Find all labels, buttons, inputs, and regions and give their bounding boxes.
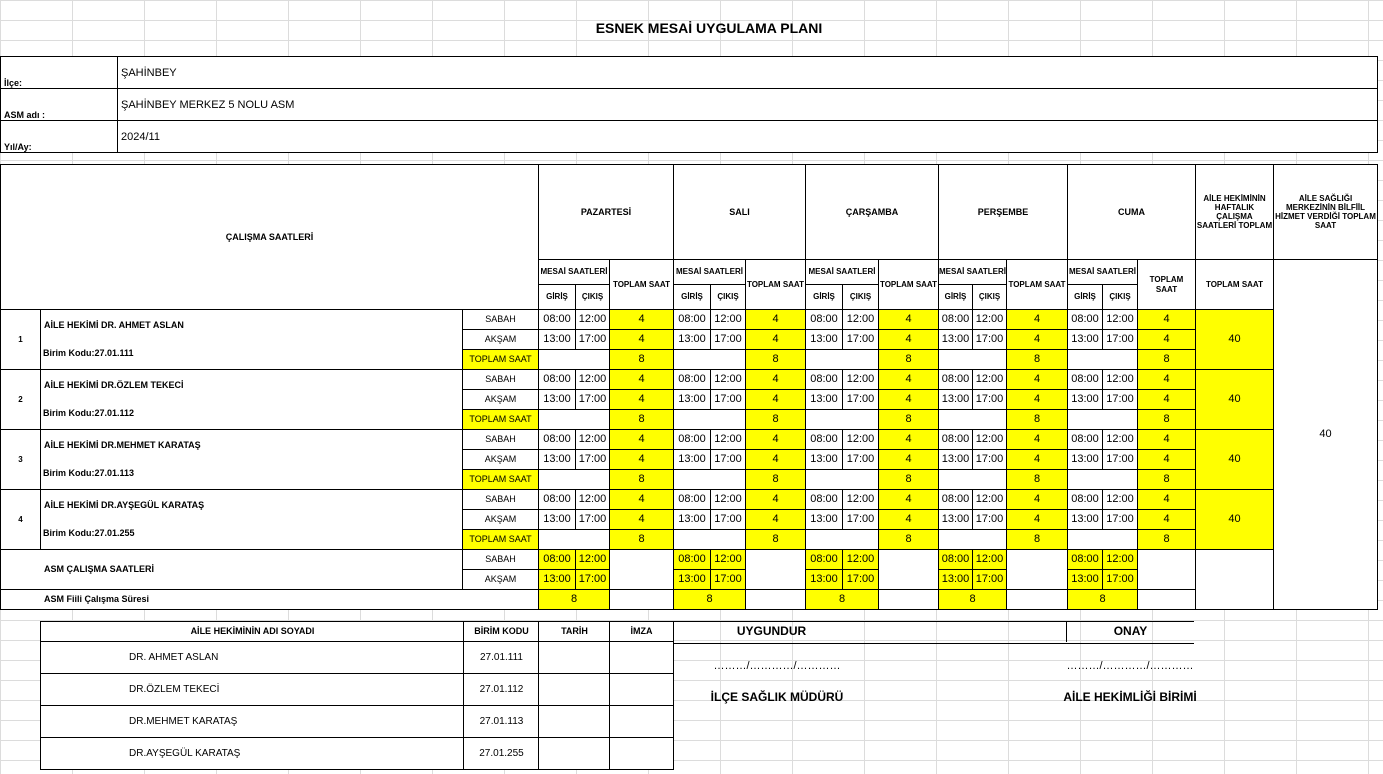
empty-cell[interactable] xyxy=(673,409,746,430)
asm-total-header[interactable]: AİLE SAĞLIĞI MERKEZİNİN BİLFİİL HİZMET VERDİĞİ TOPLAM SAAT xyxy=(1273,164,1378,260)
empty-cell[interactable] xyxy=(938,469,1007,490)
empty-cell[interactable] xyxy=(1067,349,1138,370)
sabah-total[interactable]: 4 xyxy=(609,309,674,330)
asm-fiili-label[interactable]: ASM Fiili Çalışma Süresi xyxy=(0,589,539,610)
signature-date-cell[interactable] xyxy=(538,641,611,674)
sabah-giris[interactable]: 08:00 xyxy=(538,369,576,390)
sabah-cikis[interactable]: 12:00 xyxy=(710,309,746,330)
empty-cell[interactable] xyxy=(538,349,610,370)
sabah-cikis[interactable]: 12:00 xyxy=(972,489,1007,510)
aksam-giris[interactable]: 13:00 xyxy=(805,329,843,350)
asm-empty-cell[interactable] xyxy=(1137,549,1196,590)
aksam-cikis[interactable]: 17:00 xyxy=(710,449,746,470)
day-header[interactable]: PAZARTESİ xyxy=(538,164,674,260)
aksam-giris[interactable]: 13:00 xyxy=(938,509,973,530)
asm-aksam-cikis[interactable]: 17:00 xyxy=(710,569,746,590)
toplam-saat-header[interactable]: TOPLAM SAAT xyxy=(745,259,806,310)
sabah-total[interactable]: 4 xyxy=(878,429,939,450)
signature-header[interactable]: İMZA xyxy=(609,621,674,642)
aksam-cikis[interactable]: 17:00 xyxy=(575,389,610,410)
aksam-total[interactable]: 4 xyxy=(1137,389,1196,410)
aksam-giris[interactable]: 13:00 xyxy=(1067,329,1103,350)
aksam-total[interactable]: 4 xyxy=(1006,449,1068,470)
sabah-cikis[interactable]: 12:00 xyxy=(1102,429,1138,450)
toplam-saat-label[interactable]: TOPLAM SAAT xyxy=(462,409,539,430)
sabah-cikis[interactable]: 12:00 xyxy=(710,489,746,510)
toplam-saat-label[interactable]: TOPLAM SAAT xyxy=(462,529,539,550)
day-total[interactable]: 8 xyxy=(1137,409,1196,430)
day-total[interactable]: 8 xyxy=(1137,349,1196,370)
day-total[interactable]: 8 xyxy=(878,469,939,490)
sabah-giris[interactable]: 08:00 xyxy=(805,369,843,390)
toplam-saat-label[interactable]: TOPLAM SAAT xyxy=(462,469,539,490)
aksam-cikis[interactable]: 17:00 xyxy=(1102,389,1138,410)
aksam-cikis[interactable]: 17:00 xyxy=(842,449,879,470)
sabah-giris[interactable]: 08:00 xyxy=(673,429,711,450)
day-total[interactable]: 8 xyxy=(745,529,806,550)
sabah-giris[interactable]: 08:00 xyxy=(538,309,576,330)
empty-cell[interactable] xyxy=(1067,409,1138,430)
signature-doctor-name[interactable]: DR.ÖZLEM TEKECİ xyxy=(40,673,465,706)
doctor-number[interactable]: 3 xyxy=(0,429,41,490)
signature-doctor-name[interactable]: DR.MEHMET KARATAŞ xyxy=(40,705,465,738)
aksam-total[interactable]: 4 xyxy=(745,329,806,350)
aksam-giris[interactable]: 13:00 xyxy=(938,329,973,350)
toplam-saat-label[interactable]: TOPLAM SAAT xyxy=(462,349,539,370)
weekly-total[interactable]: 40 xyxy=(1195,369,1274,430)
signature-date-cell[interactable] xyxy=(538,737,611,770)
aksam-giris[interactable]: 13:00 xyxy=(673,509,711,530)
asm-empty-cell[interactable] xyxy=(745,589,806,610)
sabah-giris[interactable]: 08:00 xyxy=(1067,309,1103,330)
empty-cell[interactable] xyxy=(938,409,1007,430)
doctor-number[interactable]: 1 xyxy=(0,309,41,370)
day-total[interactable]: 8 xyxy=(745,409,806,430)
day-total[interactable]: 8 xyxy=(1137,529,1196,550)
giris-header[interactable]: GİRİŞ xyxy=(805,284,843,310)
asm-aksam-giris[interactable]: 13:00 xyxy=(938,569,973,590)
sabah-label[interactable]: SABAH xyxy=(462,309,539,330)
sabah-giris[interactable]: 08:00 xyxy=(938,369,973,390)
sabah-total[interactable]: 4 xyxy=(745,429,806,450)
aksam-label[interactable]: AKŞAM xyxy=(462,509,539,530)
asm-fiili-value[interactable]: 8 xyxy=(538,589,610,610)
aksam-cikis[interactable]: 17:00 xyxy=(575,449,610,470)
sabah-total[interactable]: 4 xyxy=(1137,309,1196,330)
aksam-total[interactable]: 4 xyxy=(609,449,674,470)
sabah-cikis[interactable]: 12:00 xyxy=(842,309,879,330)
doctor-name[interactable]: AİLE HEKİMİ DR.AYŞEGÜL KARATAŞ xyxy=(40,489,463,550)
approval-divider xyxy=(673,621,1194,644)
empty-cell[interactable] xyxy=(538,469,610,490)
signature-sign-cell[interactable] xyxy=(609,673,674,706)
aksam-label[interactable]: AKŞAM xyxy=(462,389,539,410)
sabah-total[interactable]: 4 xyxy=(1006,489,1068,510)
aksam-total[interactable]: 4 xyxy=(1006,509,1068,530)
asm-sabah-cikis[interactable]: 12:00 xyxy=(1102,549,1138,570)
birim-label[interactable]: AİLE HEKİMLİĞİ BİRİMİ xyxy=(1063,690,1197,705)
aksam-total[interactable]: 4 xyxy=(1006,329,1068,350)
aksam-cikis[interactable]: 17:00 xyxy=(710,389,746,410)
signature-header[interactable]: BİRİM KODU xyxy=(463,621,540,642)
toplam-saat-header[interactable]: TOPLAM SAAT xyxy=(1137,259,1196,310)
day-total[interactable]: 8 xyxy=(878,409,939,430)
approval-divider xyxy=(1066,621,1067,642)
signature-unit-code[interactable]: 27.01.113 xyxy=(463,705,540,738)
weekly-total-header[interactable]: AİLE HEKİMİNİN HAFTALIK ÇALIŞMA SAATLERİ TOPLAM xyxy=(1195,164,1274,260)
aksam-giris[interactable]: 13:00 xyxy=(673,389,711,410)
aksam-giris[interactable]: 13:00 xyxy=(805,449,843,470)
asm-sabah-giris[interactable]: 08:00 xyxy=(673,549,711,570)
doctor-name[interactable]: AİLE HEKİMİ DR.ÖZLEM TEKECİ xyxy=(40,369,463,430)
giris-header[interactable]: GİRİŞ xyxy=(938,284,973,310)
doctor-unit-code: Birim Kodu:27.01.111 xyxy=(43,348,134,358)
toplam-saat-header[interactable]: TOPLAM SAAT xyxy=(609,259,674,310)
sabah-cikis[interactable]: 12:00 xyxy=(575,369,610,390)
asm-aksam-cikis[interactable]: 17:00 xyxy=(1102,569,1138,590)
asm-empty-cell[interactable] xyxy=(745,549,806,590)
aksam-total[interactable]: 4 xyxy=(878,449,939,470)
sabah-total[interactable]: 4 xyxy=(745,369,806,390)
aksam-giris[interactable]: 13:00 xyxy=(538,389,576,410)
day-header[interactable]: PERŞEMBE xyxy=(938,164,1068,260)
aksam-cikis[interactable]: 17:00 xyxy=(972,389,1007,410)
sabah-label[interactable]: SABAH xyxy=(462,369,539,390)
day-total[interactable]: 8 xyxy=(878,529,939,550)
asm-sabah-cikis[interactable]: 12:00 xyxy=(842,549,879,570)
asm-sabah-label[interactable]: SABAH xyxy=(462,549,539,570)
giris-header[interactable]: GİRİŞ xyxy=(538,284,576,310)
aksam-total[interactable]: 4 xyxy=(1137,449,1196,470)
aksam-cikis[interactable]: 17:00 xyxy=(972,329,1007,350)
sabah-cikis[interactable]: 12:00 xyxy=(842,489,879,510)
aksam-total[interactable]: 4 xyxy=(1006,389,1068,410)
aksam-label[interactable]: AKŞAM xyxy=(462,449,539,470)
ilce-mudur-label[interactable]: İLÇE SAĞLIK MÜDÜRÜ xyxy=(710,690,844,705)
sabah-cikis[interactable]: 12:00 xyxy=(710,429,746,450)
page-title[interactable]: ESNEK MESAİ UYGULAMA PLANI xyxy=(595,19,823,36)
empty-cell[interactable] xyxy=(538,409,610,430)
cikis-header[interactable]: ÇIKIŞ xyxy=(710,284,746,310)
empty-cell[interactable] xyxy=(1067,469,1138,490)
mesai-saatleri-header[interactable]: MESAİ SAATLERİ xyxy=(805,259,879,285)
mesai-saatleri-header[interactable]: MESAİ SAATLERİ xyxy=(1067,259,1138,285)
day-total[interactable]: 8 xyxy=(609,349,674,370)
signature-unit-code[interactable]: 27.01.255 xyxy=(463,737,540,770)
sabah-giris[interactable]: 08:00 xyxy=(805,309,843,330)
toplam-saat-header[interactable]: TOPLAM SAAT xyxy=(1006,259,1068,310)
aksam-total[interactable]: 4 xyxy=(878,329,939,350)
day-total[interactable]: 8 xyxy=(1006,529,1068,550)
day-header[interactable]: CUMA xyxy=(1067,164,1196,260)
sabah-total[interactable]: 4 xyxy=(745,489,806,510)
sabah-total[interactable]: 4 xyxy=(609,429,674,450)
ilce-value[interactable]: ŞAHİNBEY xyxy=(117,56,1378,89)
signature-doctor-name[interactable]: DR. AHMET ASLAN xyxy=(40,641,465,674)
toplam-saat-header[interactable]: TOPLAM SAAT xyxy=(878,259,939,310)
sabah-cikis[interactable]: 12:00 xyxy=(972,369,1007,390)
sabah-cikis[interactable]: 12:00 xyxy=(710,369,746,390)
empty-cell[interactable] xyxy=(805,409,879,430)
sabah-giris[interactable]: 08:00 xyxy=(1067,489,1103,510)
empty-cell[interactable] xyxy=(673,349,746,370)
day-total[interactable]: 8 xyxy=(1006,349,1068,370)
asm-calisma-saatleri-label[interactable]: ASM ÇALIŞMA SAATLERİ xyxy=(0,549,463,590)
aksam-total[interactable]: 4 xyxy=(609,509,674,530)
doctor-number[interactable]: 4 xyxy=(0,489,41,550)
sabah-total[interactable]: 4 xyxy=(1137,429,1196,450)
asm-aksam-giris[interactable]: 13:00 xyxy=(673,569,711,590)
sabah-total[interactable]: 4 xyxy=(1006,369,1068,390)
aksam-cikis[interactable]: 17:00 xyxy=(972,449,1007,470)
asm-empty-cell[interactable] xyxy=(609,549,674,590)
empty-cell[interactable] xyxy=(805,529,879,550)
sabah-giris[interactable]: 08:00 xyxy=(673,309,711,330)
giris-header[interactable]: GİRİŞ xyxy=(1067,284,1103,310)
aksam-giris[interactable]: 13:00 xyxy=(538,329,576,350)
day-total[interactable]: 8 xyxy=(1137,469,1196,490)
sabah-total[interactable]: 4 xyxy=(1006,309,1068,330)
calisma-saatleri-header[interactable]: ÇALIŞMA SAATLERİ xyxy=(0,164,539,310)
onay-label[interactable]: ONAY xyxy=(1113,623,1148,638)
sabah-total[interactable]: 4 xyxy=(609,489,674,510)
sabah-giris[interactable]: 08:00 xyxy=(1067,429,1103,450)
aksam-cikis[interactable]: 17:00 xyxy=(575,509,610,530)
weekly-toplam-saat-header[interactable]: TOPLAM SAAT xyxy=(1195,259,1274,310)
aksam-giris[interactable]: 13:00 xyxy=(1067,389,1103,410)
signature-header[interactable]: AİLE HEKİMİNİN ADI SOYADI xyxy=(40,621,465,642)
signature-doctor-name[interactable]: DR.AYŞEGÜL KARATAŞ xyxy=(40,737,465,770)
aksam-cikis[interactable]: 17:00 xyxy=(842,389,879,410)
aksam-cikis[interactable]: 17:00 xyxy=(710,509,746,530)
asm-aksam-giris[interactable]: 13:00 xyxy=(1067,569,1103,590)
sabah-giris[interactable]: 08:00 xyxy=(673,369,711,390)
signature-sign-cell[interactable] xyxy=(609,737,674,770)
cikis-header[interactable]: ÇIKIŞ xyxy=(1102,284,1138,310)
cikis-header[interactable]: ÇIKIŞ xyxy=(575,284,610,310)
giris-header[interactable]: GİRİŞ xyxy=(673,284,711,310)
aksam-cikis[interactable]: 17:00 xyxy=(972,509,1007,530)
aksam-cikis[interactable]: 17:00 xyxy=(1102,509,1138,530)
sabah-total[interactable]: 4 xyxy=(878,369,939,390)
mesai-saatleri-header[interactable]: MESAİ SAATLERİ xyxy=(938,259,1007,285)
aksam-giris[interactable]: 13:00 xyxy=(673,329,711,350)
ilce-label[interactable]: İlçe: xyxy=(0,56,118,89)
day-header[interactable]: ÇARŞAMBA xyxy=(805,164,939,260)
empty-cell[interactable] xyxy=(938,529,1007,550)
asm-aksam-label[interactable]: AKŞAM xyxy=(462,569,539,590)
sabah-label[interactable]: SABAH xyxy=(462,489,539,510)
aksam-cikis[interactable]: 17:00 xyxy=(575,329,610,350)
day-total[interactable]: 8 xyxy=(745,469,806,490)
aksam-giris[interactable]: 13:00 xyxy=(538,449,576,470)
asm-aksam-cikis[interactable]: 17:00 xyxy=(575,569,610,590)
asm-aksam-giris[interactable]: 13:00 xyxy=(805,569,843,590)
asm-aksam-giris[interactable]: 13:00 xyxy=(538,569,576,590)
sabah-giris[interactable]: 08:00 xyxy=(538,489,576,510)
day-total[interactable]: 8 xyxy=(609,469,674,490)
sabah-cikis[interactable]: 12:00 xyxy=(1102,309,1138,330)
aksam-total[interactable]: 4 xyxy=(609,329,674,350)
weekly-total[interactable]: 40 xyxy=(1195,429,1274,490)
aksam-label[interactable]: AKŞAM xyxy=(462,329,539,350)
cikis-header[interactable]: ÇIKIŞ xyxy=(972,284,1007,310)
day-total[interactable]: 8 xyxy=(609,529,674,550)
aksam-total[interactable]: 4 xyxy=(878,509,939,530)
sabah-cikis[interactable]: 12:00 xyxy=(842,429,879,450)
uygundur-label[interactable]: UYGUNDUR xyxy=(736,623,807,638)
sabah-total[interactable]: 4 xyxy=(878,309,939,330)
sabah-cikis[interactable]: 12:00 xyxy=(972,429,1007,450)
aksam-total[interactable]: 4 xyxy=(745,449,806,470)
sabah-total[interactable]: 4 xyxy=(878,489,939,510)
sabah-giris[interactable]: 08:00 xyxy=(673,489,711,510)
sabah-cikis[interactable]: 12:00 xyxy=(842,369,879,390)
asm-sabah-giris[interactable]: 08:00 xyxy=(1067,549,1103,570)
sabah-giris[interactable]: 08:00 xyxy=(805,489,843,510)
sabah-total[interactable]: 4 xyxy=(1137,369,1196,390)
empty-cell[interactable] xyxy=(938,349,1007,370)
asm-empty-cell[interactable] xyxy=(878,549,939,590)
aksam-cikis[interactable]: 17:00 xyxy=(710,329,746,350)
sabah-cikis[interactable]: 12:00 xyxy=(1102,489,1138,510)
empty-cell[interactable] xyxy=(805,469,879,490)
signature-header[interactable]: TARİH xyxy=(538,621,611,642)
sabah-total[interactable]: 4 xyxy=(1006,429,1068,450)
aksam-cikis[interactable]: 17:00 xyxy=(1102,449,1138,470)
yilay-value[interactable]: 2024/11 xyxy=(117,120,1378,153)
doctor-unit-code: Birim Kodu:27.01.112 xyxy=(43,408,135,418)
aksam-giris[interactable]: 13:00 xyxy=(673,449,711,470)
signature-date-cell[interactable] xyxy=(538,705,611,738)
sabah-giris[interactable]: 08:00 xyxy=(538,429,576,450)
sabah-giris[interactable]: 08:00 xyxy=(938,429,973,450)
signature-unit-code[interactable]: 27.01.111 xyxy=(463,641,540,674)
doctor-number[interactable]: 2 xyxy=(0,369,41,430)
aksam-cikis[interactable]: 17:00 xyxy=(842,329,879,350)
asm-fiili-value[interactable]: 8 xyxy=(1067,589,1138,610)
aksam-cikis[interactable]: 17:00 xyxy=(1102,329,1138,350)
asm-value[interactable]: ŞAHİNBEY MERKEZ 5 NOLU ASM xyxy=(117,88,1378,121)
aksam-total[interactable]: 4 xyxy=(878,389,939,410)
asm-sabah-giris[interactable]: 08:00 xyxy=(805,549,843,570)
doctor-name[interactable]: AİLE HEKİMİ DR. AHMET ASLAN xyxy=(40,309,463,370)
sabah-label[interactable]: SABAH xyxy=(462,429,539,450)
asm-empty-weekly[interactable] xyxy=(1195,549,1274,610)
asm-sabah-giris[interactable]: 08:00 xyxy=(538,549,576,570)
mesai-saatleri-header[interactable]: MESAİ SAATLERİ xyxy=(673,259,746,285)
day-total[interactable]: 8 xyxy=(745,349,806,370)
day-total[interactable]: 8 xyxy=(609,409,674,430)
aksam-giris[interactable]: 13:00 xyxy=(1067,509,1103,530)
asm-empty-cell[interactable] xyxy=(878,589,939,610)
signature-sign-cell[interactable] xyxy=(609,641,674,674)
empty-cell[interactable] xyxy=(673,469,746,490)
aksam-giris[interactable]: 13:00 xyxy=(938,449,973,470)
aksam-cikis[interactable]: 17:00 xyxy=(842,509,879,530)
day-total[interactable]: 8 xyxy=(1006,409,1068,430)
asm-sabah-cikis[interactable]: 12:00 xyxy=(972,549,1007,570)
mesai-saatleri-header[interactable]: MESAİ SAATLERİ xyxy=(538,259,610,285)
aksam-total[interactable]: 4 xyxy=(745,509,806,530)
sabah-cikis[interactable]: 12:00 xyxy=(575,489,610,510)
asm-sabah-cikis[interactable]: 12:00 xyxy=(710,549,746,570)
aksam-total[interactable]: 4 xyxy=(745,389,806,410)
weekly-total[interactable]: 40 xyxy=(1195,309,1274,370)
asm-label[interactable]: ASM adı : xyxy=(0,88,118,121)
onay-date[interactable]: ………/…………/………… xyxy=(1066,659,1194,672)
signature-sign-cell[interactable] xyxy=(609,705,674,738)
yilay-label[interactable]: Yıl/Ay: xyxy=(0,120,118,153)
asm-sabah-cikis[interactable]: 12:00 xyxy=(575,549,610,570)
empty-cell[interactable] xyxy=(673,529,746,550)
empty-cell[interactable] xyxy=(1067,529,1138,550)
day-total[interactable]: 8 xyxy=(1006,469,1068,490)
asm-sabah-giris[interactable]: 08:00 xyxy=(938,549,973,570)
asm-fiili-value[interactable]: 8 xyxy=(673,589,746,610)
aksam-giris[interactable]: 13:00 xyxy=(938,389,973,410)
sabah-cikis[interactable]: 12:00 xyxy=(575,309,610,330)
day-total[interactable]: 8 xyxy=(878,349,939,370)
signature-date-cell[interactable] xyxy=(538,673,611,706)
asm-empty-cell[interactable] xyxy=(1006,589,1068,610)
asm-empty-cell[interactable] xyxy=(1006,549,1068,590)
aksam-giris[interactable]: 13:00 xyxy=(538,509,576,530)
sabah-giris[interactable]: 08:00 xyxy=(805,429,843,450)
sabah-giris[interactable]: 08:00 xyxy=(938,309,973,330)
doctor-unit-code: Birim Kodu:27.01.113 xyxy=(43,468,135,478)
empty-cell[interactable] xyxy=(805,349,879,370)
sabah-total[interactable]: 4 xyxy=(745,309,806,330)
sabah-total[interactable]: 4 xyxy=(1137,489,1196,510)
doctor-unit-code: Birim Kodu:27.01.255 xyxy=(43,528,135,538)
aksam-giris[interactable]: 13:00 xyxy=(805,389,843,410)
aksam-total[interactable]: 4 xyxy=(1137,329,1196,350)
asm-total-value[interactable]: 40 xyxy=(1273,259,1378,610)
asm-aksam-cikis[interactable]: 17:00 xyxy=(842,569,879,590)
aksam-giris[interactable]: 13:00 xyxy=(1067,449,1103,470)
sabah-giris[interactable]: 08:00 xyxy=(1067,369,1103,390)
aksam-giris[interactable]: 13:00 xyxy=(805,509,843,530)
asm-fiili-value[interactable]: 8 xyxy=(938,589,1007,610)
sabah-total[interactable]: 4 xyxy=(609,369,674,390)
sabah-cikis[interactable]: 12:00 xyxy=(972,309,1007,330)
doctor-name[interactable]: AİLE HEKİMİ DR.MEHMET KARATAŞ xyxy=(40,429,463,490)
asm-empty-cell[interactable] xyxy=(1137,589,1196,610)
asm-fiili-value[interactable]: 8 xyxy=(805,589,879,610)
sabah-cikis[interactable]: 12:00 xyxy=(575,429,610,450)
sabah-giris[interactable]: 08:00 xyxy=(938,489,973,510)
empty-cell[interactable] xyxy=(538,529,610,550)
asm-empty-cell[interactable] xyxy=(609,589,674,610)
aksam-total[interactable]: 4 xyxy=(609,389,674,410)
cikis-header[interactable]: ÇIKIŞ xyxy=(842,284,879,310)
aksam-total[interactable]: 4 xyxy=(1137,509,1196,530)
weekly-total[interactable]: 40 xyxy=(1195,489,1274,550)
sabah-cikis[interactable]: 12:00 xyxy=(1102,369,1138,390)
uygundur-date[interactable]: ………/…………/………… xyxy=(713,659,841,672)
signature-unit-code[interactable]: 27.01.112 xyxy=(463,673,540,706)
day-header[interactable]: SALI xyxy=(673,164,806,260)
asm-aksam-cikis[interactable]: 17:00 xyxy=(972,569,1007,590)
